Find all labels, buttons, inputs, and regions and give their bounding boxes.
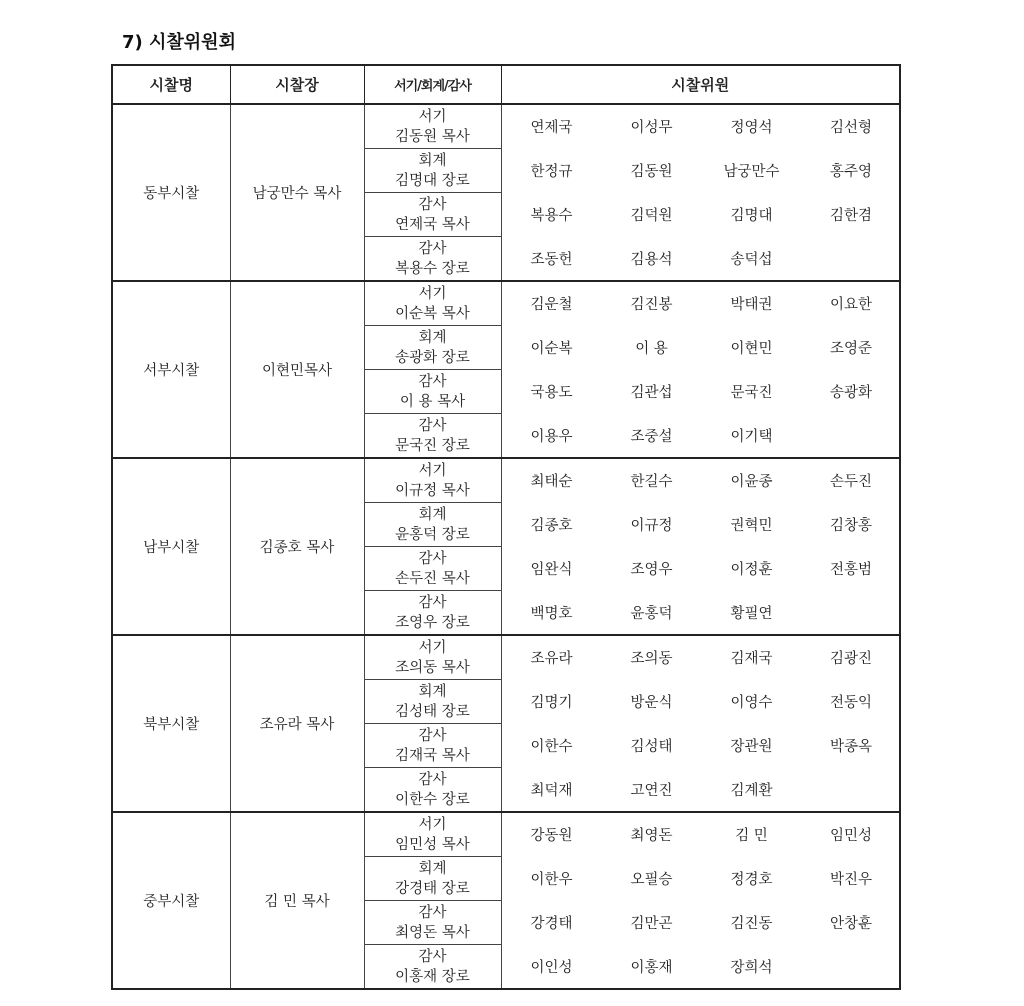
member-name: 김덕원 (630, 208, 673, 224)
member-name: 최태순 (530, 474, 573, 491)
member-name: 이성무 (630, 120, 673, 137)
members-row (502, 204, 900, 225)
district-name: 동부시찰 (112, 104, 230, 281)
member-name: 최덕재 (530, 782, 573, 799)
member-name: 이용우 (530, 428, 573, 445)
member-name: 국용도 (530, 385, 573, 401)
member-name: 박진우 (829, 872, 873, 888)
members-cell (501, 104, 900, 149)
table-row (112, 635, 900, 680)
role-title: 감사 (418, 948, 447, 965)
role-person: 김명대 장로 (395, 172, 470, 189)
header-district: 시찰명 (112, 65, 230, 104)
members-cell (501, 281, 900, 326)
district-name: 서부시찰 (112, 281, 230, 458)
member-name: 김광진 (829, 651, 873, 668)
member-name: 정영석 (730, 120, 773, 137)
member-name: 남궁만수 (723, 164, 780, 180)
district-leader: 김종호 목사 (230, 458, 364, 635)
role-person: 김성태 장로 (395, 703, 470, 720)
role-title: 감사 (418, 240, 447, 257)
role-person: 조의동 목사 (395, 659, 470, 676)
member-name: 김계환 (730, 782, 773, 799)
role-person: 이홍재 장로 (395, 968, 470, 985)
members-cell (501, 635, 900, 680)
members-row (502, 868, 900, 889)
members-cell (501, 414, 900, 459)
member-name: 김운철 (530, 297, 573, 314)
role-title: 서기 (418, 108, 447, 125)
member-name: 황필연 (730, 605, 773, 622)
role-title: 회계 (418, 506, 447, 523)
district-name: 남부시찰 (112, 458, 230, 635)
member-name: 이홍재 (630, 959, 673, 976)
members-row (502, 735, 900, 756)
table-row (112, 458, 900, 503)
member-name: 김명기 (530, 695, 573, 711)
district-leader: 김 민 목사 (230, 812, 364, 989)
member-name: 김재국 (730, 651, 773, 668)
members-row (502, 293, 900, 314)
header-leader: 시찰장 (230, 65, 364, 104)
member-name: 백명호 (530, 605, 573, 622)
role-person: 조영우 장로 (395, 614, 470, 631)
member-name: 장관원 (730, 739, 773, 755)
members-cell (501, 945, 900, 990)
members-row (502, 779, 900, 800)
member-name: 이영수 (730, 695, 773, 711)
role-cell (364, 945, 501, 990)
member-name: 문국진 (730, 385, 773, 401)
role-person: 김재국 목사 (395, 747, 470, 764)
member-name: 박종옥 (829, 739, 873, 755)
member-name: 김진봉 (630, 297, 673, 314)
role-cell (364, 812, 501, 857)
role-person: 윤홍덕 장로 (395, 526, 470, 543)
role-title: 서기 (418, 462, 447, 479)
member-name: 이기택 (730, 428, 773, 445)
member-name: 송덕섭 (730, 251, 773, 268)
role-cell (364, 680, 501, 724)
district-leader: 조유라 목사 (230, 635, 364, 812)
member-name: 박태권 (730, 297, 773, 314)
members-row (502, 425, 900, 446)
district-name: 북부시찰 (112, 635, 230, 812)
member-name: 김관섭 (630, 385, 673, 401)
role-cell (364, 104, 501, 149)
role-title: 서기 (418, 639, 447, 656)
members-cell (501, 901, 900, 945)
members-row (502, 248, 900, 269)
member-name: 방운식 (630, 695, 673, 711)
role-cell (364, 370, 501, 414)
role-title: 감사 (418, 594, 447, 611)
role-person: 김동원 목사 (395, 128, 470, 145)
member-name: 김 민 (735, 828, 768, 845)
table-row (112, 281, 900, 326)
member-name: 임완식 (530, 562, 573, 578)
member-name: 김성태 (630, 739, 673, 755)
role-cell (364, 901, 501, 945)
members-cell (501, 680, 900, 724)
role-cell (364, 193, 501, 237)
members-row (502, 647, 900, 668)
role-cell (364, 635, 501, 680)
member-name: 조영우 (630, 562, 673, 578)
member-name: 강경태 (530, 916, 573, 932)
role-cell (364, 149, 501, 193)
member-name: 이순복 (530, 341, 573, 357)
member-name: 조중설 (630, 428, 673, 445)
role-title: 회계 (418, 860, 447, 877)
section-title: 7) 시찰위원회 (122, 32, 236, 53)
member-name (802, 602, 901, 623)
member-name: 복용수 (530, 208, 573, 224)
member-name: 홍주영 (829, 164, 873, 180)
member-name: 조의동 (630, 651, 673, 668)
role-cell (364, 503, 501, 547)
members-cell (501, 812, 900, 857)
member-name: 이한우 (530, 872, 573, 888)
members-row (502, 381, 900, 402)
member-name: 김진동 (730, 916, 773, 932)
member-name: 한정규 (530, 164, 573, 180)
member-name: 송광화 (829, 385, 873, 401)
role-cell (364, 237, 501, 282)
header-members: 시찰위원 (501, 65, 900, 104)
member-name: 이한수 (530, 739, 573, 755)
member-name (802, 425, 901, 446)
role-person: 최영돈 목사 (395, 924, 470, 941)
table-row (112, 104, 900, 149)
role-person: 송광화 장로 (395, 349, 470, 366)
role-cell (364, 591, 501, 636)
member-name: 이요한 (829, 297, 873, 314)
member-name: 김용석 (630, 251, 673, 268)
members-cell (501, 237, 900, 282)
role-title: 회계 (418, 152, 447, 169)
role-cell (364, 326, 501, 370)
member-name: 이윤종 (730, 474, 773, 491)
role-title: 감사 (418, 417, 447, 434)
district-leader: 이현민목사 (230, 281, 364, 458)
members-row (502, 470, 900, 491)
role-person: 이순복 목사 (395, 305, 470, 322)
role-cell (364, 414, 501, 459)
role-person: 이한수 장로 (395, 791, 470, 808)
member-name: 한길수 (630, 474, 673, 491)
role-title: 감사 (418, 727, 447, 744)
member-name: 김종호 (530, 518, 573, 534)
members-row (502, 558, 900, 579)
member-name: 오필승 (630, 872, 673, 888)
member-name: 안창훈 (829, 916, 873, 932)
member-name: 이인성 (530, 959, 573, 976)
member-name: 김한겸 (829, 208, 873, 224)
role-person: 복용수 장로 (395, 260, 470, 277)
members-row (502, 602, 900, 623)
members-cell (501, 326, 900, 370)
district-leader: 남궁만수 목사 (230, 104, 364, 281)
member-name: 전홍범 (829, 562, 873, 578)
member-name: 이정훈 (730, 562, 773, 578)
members-cell (501, 370, 900, 414)
member-name (802, 956, 901, 977)
role-person: 이규정 목사 (395, 482, 470, 499)
role-person: 연제국 목사 (395, 216, 470, 233)
member-name: 김명대 (730, 208, 773, 224)
member-name: 장희석 (730, 959, 773, 976)
member-name: 김동원 (630, 164, 673, 180)
member-name: 최영돈 (630, 828, 673, 845)
members-cell (501, 149, 900, 193)
role-cell (364, 281, 501, 326)
role-person: 문국진 장로 (395, 437, 470, 454)
role-cell (364, 724, 501, 768)
members-row (502, 691, 900, 712)
members-row (502, 912, 900, 933)
members-cell (501, 193, 900, 237)
members-row (502, 956, 900, 977)
role-title: 감사 (418, 550, 447, 567)
committee-table (111, 64, 901, 990)
member-name: 이현민 (730, 341, 773, 357)
role-person: 이 용 목사 (399, 393, 466, 410)
members-cell (501, 591, 900, 636)
member-name: 전동익 (829, 695, 873, 711)
role-title: 감사 (418, 771, 447, 788)
member-name: 김선형 (829, 120, 873, 137)
member-name: 조동헌 (530, 251, 573, 268)
member-name: 조유라 (530, 651, 573, 668)
role-title: 감사 (418, 904, 447, 921)
member-name: 정경호 (730, 872, 773, 888)
role-title: 서기 (418, 816, 447, 833)
district-name: 중부시찰 (112, 812, 230, 989)
members-cell (501, 547, 900, 591)
member-name: 연제국 (530, 120, 573, 137)
member-name: 임민성 (829, 828, 873, 845)
role-cell (364, 857, 501, 901)
members-cell (501, 857, 900, 901)
members-cell (501, 503, 900, 547)
member-name: 이규정 (630, 518, 673, 534)
role-person: 손두진 목사 (395, 570, 470, 587)
member-name (802, 248, 901, 269)
header-row (112, 65, 900, 104)
role-title: 회계 (418, 683, 447, 700)
members-row (502, 337, 900, 358)
members-row (502, 824, 900, 845)
table-row (112, 812, 900, 857)
role-cell (364, 547, 501, 591)
members-cell (501, 724, 900, 768)
member-name: 이 용 (635, 341, 668, 357)
role-title: 서기 (418, 285, 447, 302)
role-person: 강경태 장로 (395, 880, 470, 897)
role-title: 감사 (418, 196, 447, 213)
members-cell (501, 458, 900, 503)
role-cell (364, 768, 501, 813)
member-name: 손두진 (829, 474, 873, 491)
member-name: 강동원 (530, 828, 573, 845)
member-name (802, 779, 901, 800)
members-row (502, 514, 900, 535)
members-row (502, 116, 900, 137)
members-row (502, 160, 900, 181)
role-person: 임민성 목사 (395, 836, 470, 853)
role-cell (364, 458, 501, 503)
role-title: 회계 (418, 329, 447, 346)
member-name: 김만곤 (630, 916, 673, 932)
header-roles: 서기/회계/감사 (364, 65, 501, 104)
role-title: 감사 (418, 373, 447, 390)
member-name: 김창홍 (829, 518, 873, 534)
member-name: 권혁민 (730, 518, 773, 534)
member-name: 조영준 (829, 341, 873, 357)
members-cell (501, 768, 900, 813)
member-name: 윤홍덕 (630, 605, 673, 622)
member-name: 고연진 (630, 782, 673, 799)
